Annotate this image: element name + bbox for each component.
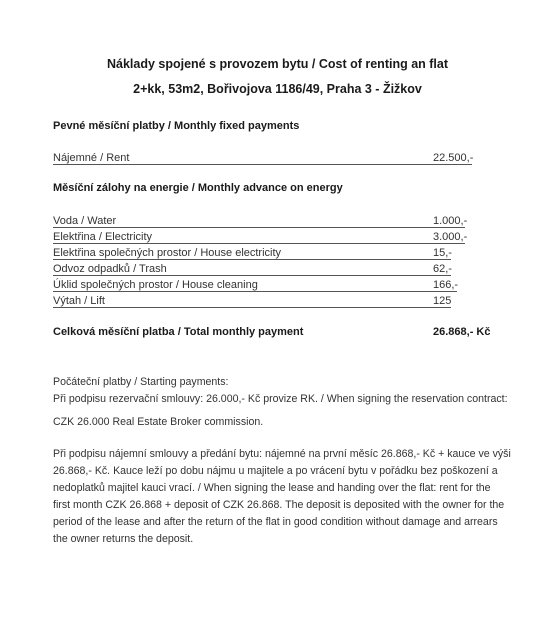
row-underline <box>53 307 451 308</box>
cost-row-trash <box>53 263 500 276</box>
cost-label: Voda / Water <box>53 215 117 227</box>
total-label: Celková měsíční platba / Total monthly payment <box>53 326 304 338</box>
cost-label: Nájemné / Rent <box>53 152 130 164</box>
total-monthly-payment <box>53 326 500 338</box>
lease-signing-paragraph <box>53 446 511 548</box>
cost-amount: 3.000,- <box>433 231 468 243</box>
row-underline <box>53 227 465 228</box>
row-underline <box>53 164 472 165</box>
cost-amount: 1.000,- <box>433 215 468 227</box>
cost-label: Odvoz odpadků / Trash <box>53 263 167 275</box>
property-subtitle: 2+kk, 53m2, Bořivojova 1186/49, Praha 3 - Žižkov <box>133 82 422 96</box>
cost-row-electricity <box>53 231 500 244</box>
cost-amount: 125 <box>433 295 452 307</box>
cost-amount: 62,- <box>433 263 452 275</box>
paragraph-line: CZK 26.000 Real Estate Broker commission. <box>53 416 264 428</box>
cost-row-water <box>53 215 500 228</box>
cost-row-lift <box>53 295 500 308</box>
paragraph-line: the owner returns the deposit. <box>53 533 194 545</box>
advance-payments-heading: Měsíční zálohy na energie / Monthly advance on energy <box>53 182 343 194</box>
cost-label: Výtah / Lift <box>53 295 105 307</box>
paragraph-line: nedoplatků majitel kauci vrací. / When signing the lease and handing over the flat: rent for the <box>53 482 491 494</box>
cost-label: Elektřina / Electricity <box>53 231 153 243</box>
paragraph-line: Počáteční platby / Starting payments: <box>53 376 229 388</box>
total-amount: 26.868,- Kč <box>433 326 491 338</box>
fixed-payments-heading: Pevné měsíční platby / Monthly fixed payments <box>53 120 300 132</box>
paragraph-line: Při podpisu nájemní smlouvy a předání bytu: nájemné na první měsíc 26.868,- Kč + kauce ve výši <box>53 448 511 460</box>
cost-row-rent <box>53 152 500 165</box>
cost-label: Úklid společných prostor / House cleaning <box>53 279 258 291</box>
starting-payments-paragraph <box>53 374 508 431</box>
paragraph-line: Při podpisu rezervační smlouvy: 26.000,- Kč provize RK. / When signing the reservation contract: <box>53 393 508 405</box>
paragraph-line: 26.868,- Kč. Kauce leží po dobu nájmu u majitele a po vrácení bytu v pořádku bez poškození a <box>53 465 498 477</box>
row-underline <box>53 243 465 244</box>
paragraph-line: first month CZK 26.868 + deposit of CZK 26.868. The deposit is deposited with the owner for the <box>53 499 505 511</box>
cost-row-house-electricity <box>53 247 500 260</box>
row-underline <box>53 259 451 260</box>
cost-amount: 22.500,- <box>433 152 474 164</box>
cost-amount: 15,- <box>433 247 452 259</box>
document-title: Náklady spojené s provozem bytu / Cost of renting an flat <box>106 57 449 71</box>
cost-label: Elektřina společných prostor / House electricity <box>53 247 282 259</box>
cost-amount: 166,- <box>433 279 459 291</box>
cost-row-house-cleaning <box>53 279 500 292</box>
paragraph-line: period of the lease and after the return of the flat in good condition without damage and arrears <box>53 516 498 528</box>
row-underline <box>53 291 457 292</box>
row-underline <box>53 275 451 276</box>
